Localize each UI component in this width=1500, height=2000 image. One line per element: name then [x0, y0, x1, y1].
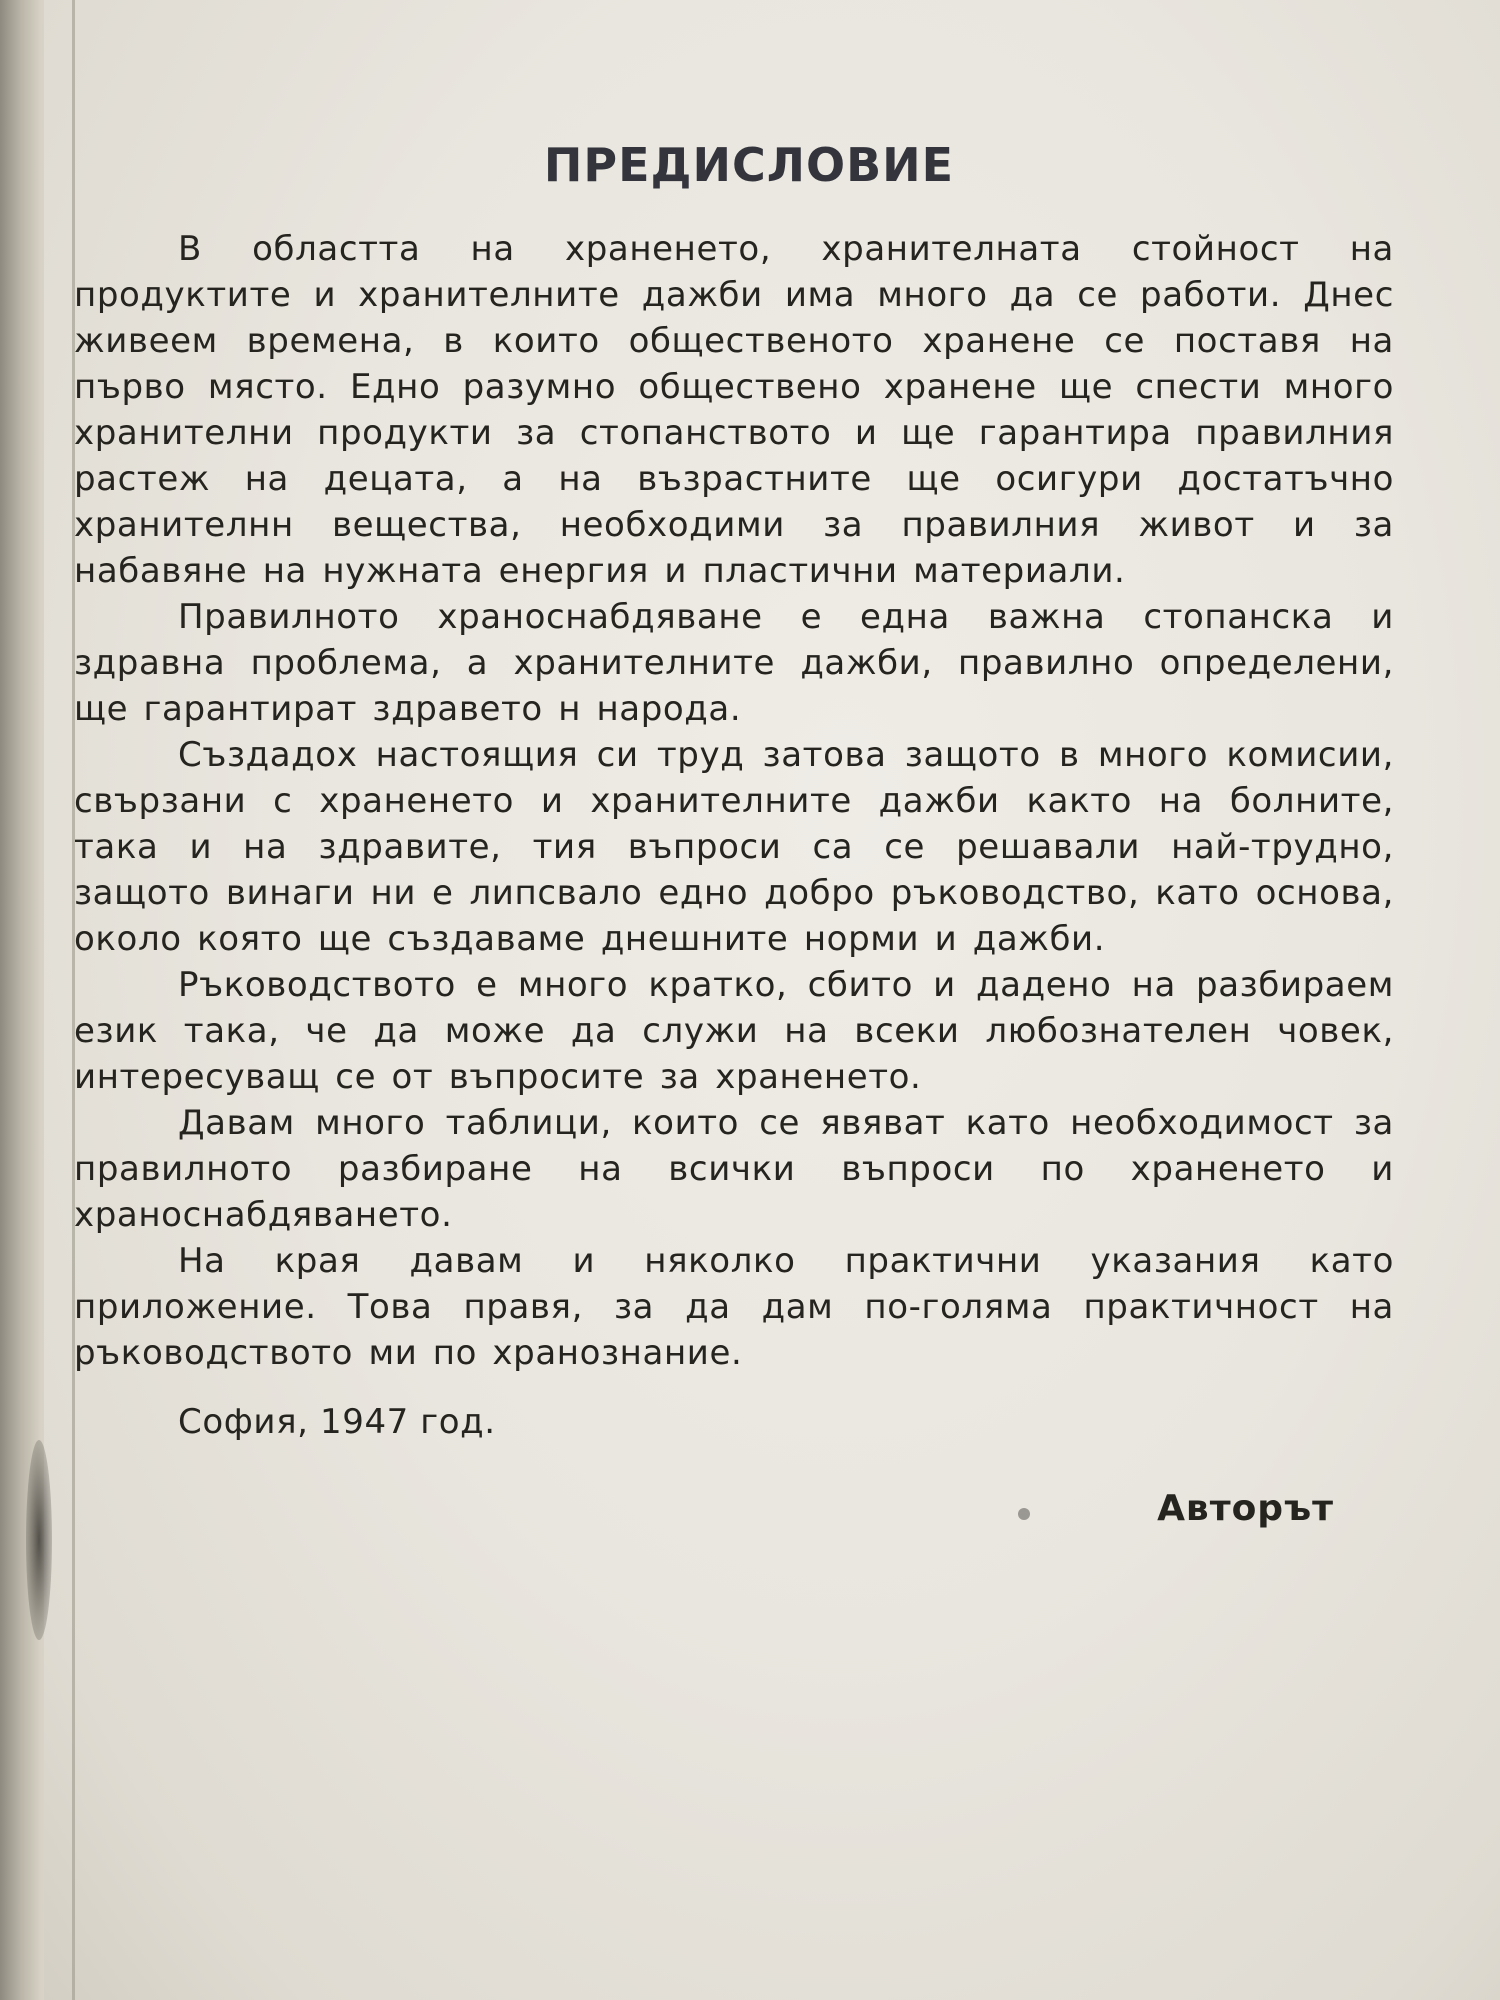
paragraph-6: На края давам и няколко практични указания като приложение. Това правя, за да дам по-голяма практичност на ръководството ми по хранознание. — [74, 1241, 1394, 1373]
ink-stain — [26, 1440, 52, 1640]
paragraph-1: В областта на храненето, хранителната стойност на продуктите и хранителните дажби има много да се работи. Днес живеем времена, в които общественото хранене се поставя на първо място. Едно разумно обществено хранене ще спести много хранителни продукти за стопанството и ще гарантира правилния растеж на децата, а на възрастните ще осигури достатъчно хранителнн вещества, необходими за правилния живот и за набавяне на нужната енергия и пластични материали. — [74, 229, 1394, 591]
place-date: София, 1947 год. — [178, 1402, 496, 1442]
page-title: ПРЕДИСЛОВИЕ — [543, 138, 955, 192]
paragraph-4: Ръководството е много кратко, сбито и дадено на разбираем език така, че да може да служи на всеки любознателен човек, интересуващ се от въпросите за храненето. — [74, 965, 1394, 1097]
text-column — [74, 138, 1394, 1529]
paragraph-2: Правилното храноснабдяване е една важна стопанска и здравна проблема, а хранителните дажби, правилно определени, ще гарантират здравето н народа. — [74, 597, 1394, 729]
paragraph-3: Създадох настоящия си труд затова защото в много комисии, свързани с храненето и хранителните дажби както на болните, така и на здравите, тия въпроси са се решавали най-трудно, защото винаги ни е липсвало едно добро ръководство, като основа, около която ще създаваме днешните норми и дажби. — [74, 735, 1394, 959]
author-signature: Авторът — [1157, 1488, 1334, 1529]
paragraph-5: Давам много таблици, които се явяват като необходимост за правилното разбиране на всички въпроси по храненето и храноснабдяването. — [74, 1103, 1394, 1235]
